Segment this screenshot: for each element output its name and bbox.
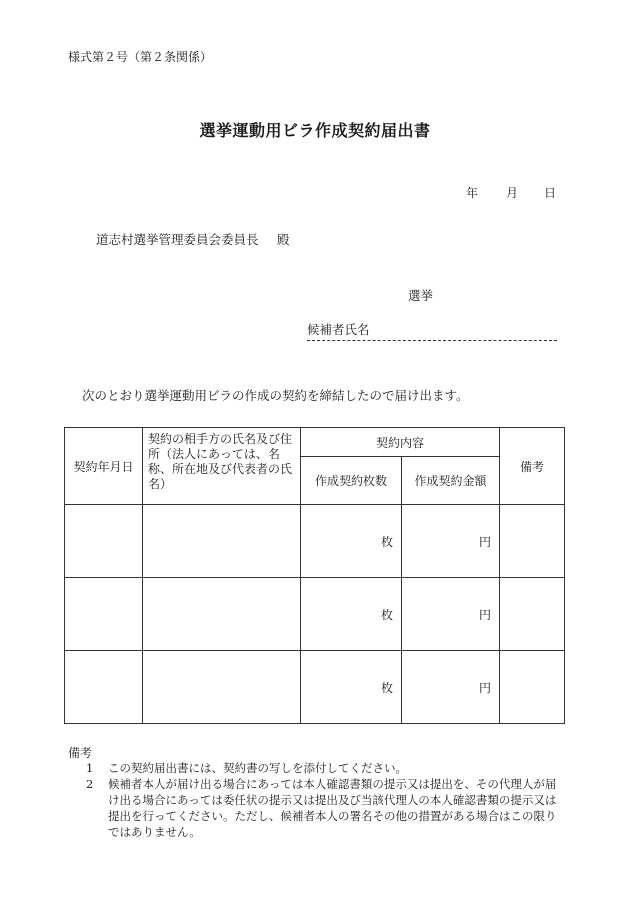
date-day-label: 日 bbox=[544, 186, 557, 200]
date-year-label: 年 bbox=[466, 186, 479, 200]
form-number: 様式第２号（第２条関係） bbox=[68, 50, 213, 64]
remarks-cell[interactable] bbox=[500, 578, 565, 651]
remarks-item-text: 候補者本人が届け出る場合にあっては本人確認書類の提示又は提出を、その代理人が届け出る場合にあっては委任状の提示又は提出及び当該代理人の本人確認書類の提示又は提出を行ってください。ただし、候補者本人の署名その他の措置がある場合はこの限りではありません。 bbox=[108, 777, 557, 839]
amount-cell[interactable]: 円 bbox=[402, 651, 500, 724]
remarks-cell[interactable] bbox=[500, 651, 565, 724]
date-month-label: 月 bbox=[506, 186, 519, 200]
document-title: 選挙運動用ビラ作成契約届出書 bbox=[199, 121, 431, 140]
table-row bbox=[65, 505, 565, 578]
header-contract-date: 契約年月日 bbox=[65, 428, 143, 505]
remarks-cell[interactable] bbox=[500, 505, 565, 578]
contract-party-cell[interactable] bbox=[143, 578, 301, 651]
table-row bbox=[65, 651, 565, 724]
remarks-item-text: この契約届出書には、契約書の写しを添付してください。 bbox=[108, 761, 407, 775]
contract-date-cell[interactable] bbox=[65, 578, 143, 651]
contract-date-cell[interactable] bbox=[65, 505, 143, 578]
contract-party-cell[interactable] bbox=[143, 505, 301, 578]
contract-party-cell[interactable] bbox=[143, 651, 301, 724]
remarks-heading: 備考 bbox=[68, 746, 93, 760]
addressee: 道志村選挙管理委員会委員長 bbox=[96, 232, 259, 247]
header-contract-party: 契約の相手方の氏名及び住所（法人にあっては、名称、所在地及び代表者の氏名） bbox=[143, 428, 301, 505]
amount-cell[interactable]: 円 bbox=[402, 505, 500, 578]
remarks-item-number: 2 bbox=[86, 777, 94, 791]
amount-cell[interactable]: 円 bbox=[402, 578, 500, 651]
contract-table bbox=[64, 427, 565, 724]
candidate-name-line bbox=[307, 340, 557, 341]
sheet-count-cell[interactable]: 枚 bbox=[301, 505, 402, 578]
election-label: 選挙 bbox=[408, 288, 434, 303]
table-row bbox=[65, 578, 565, 651]
header-contract-amount: 作成契約金額 bbox=[402, 457, 500, 505]
sheet-count-cell[interactable]: 枚 bbox=[301, 578, 402, 651]
header-sheet-count: 作成契約枚数 bbox=[301, 457, 402, 505]
remarks-item-number: 1 bbox=[86, 761, 94, 775]
header-remarks: 備考 bbox=[500, 428, 565, 505]
remarks-item-2 bbox=[86, 776, 566, 840]
remarks-item-1 bbox=[86, 760, 566, 776]
sheet-count-cell[interactable]: 枚 bbox=[301, 651, 402, 724]
header-contract-content: 契約内容 bbox=[301, 428, 500, 457]
statement-text: 次のとおり選挙運動用ビラの作成の契約を締結したので届け出ます。 bbox=[82, 388, 469, 403]
addressee-suffix: 殿 bbox=[277, 232, 290, 247]
contract-date-cell[interactable] bbox=[65, 651, 143, 724]
candidate-name-label: 候補者氏名 bbox=[307, 322, 370, 337]
